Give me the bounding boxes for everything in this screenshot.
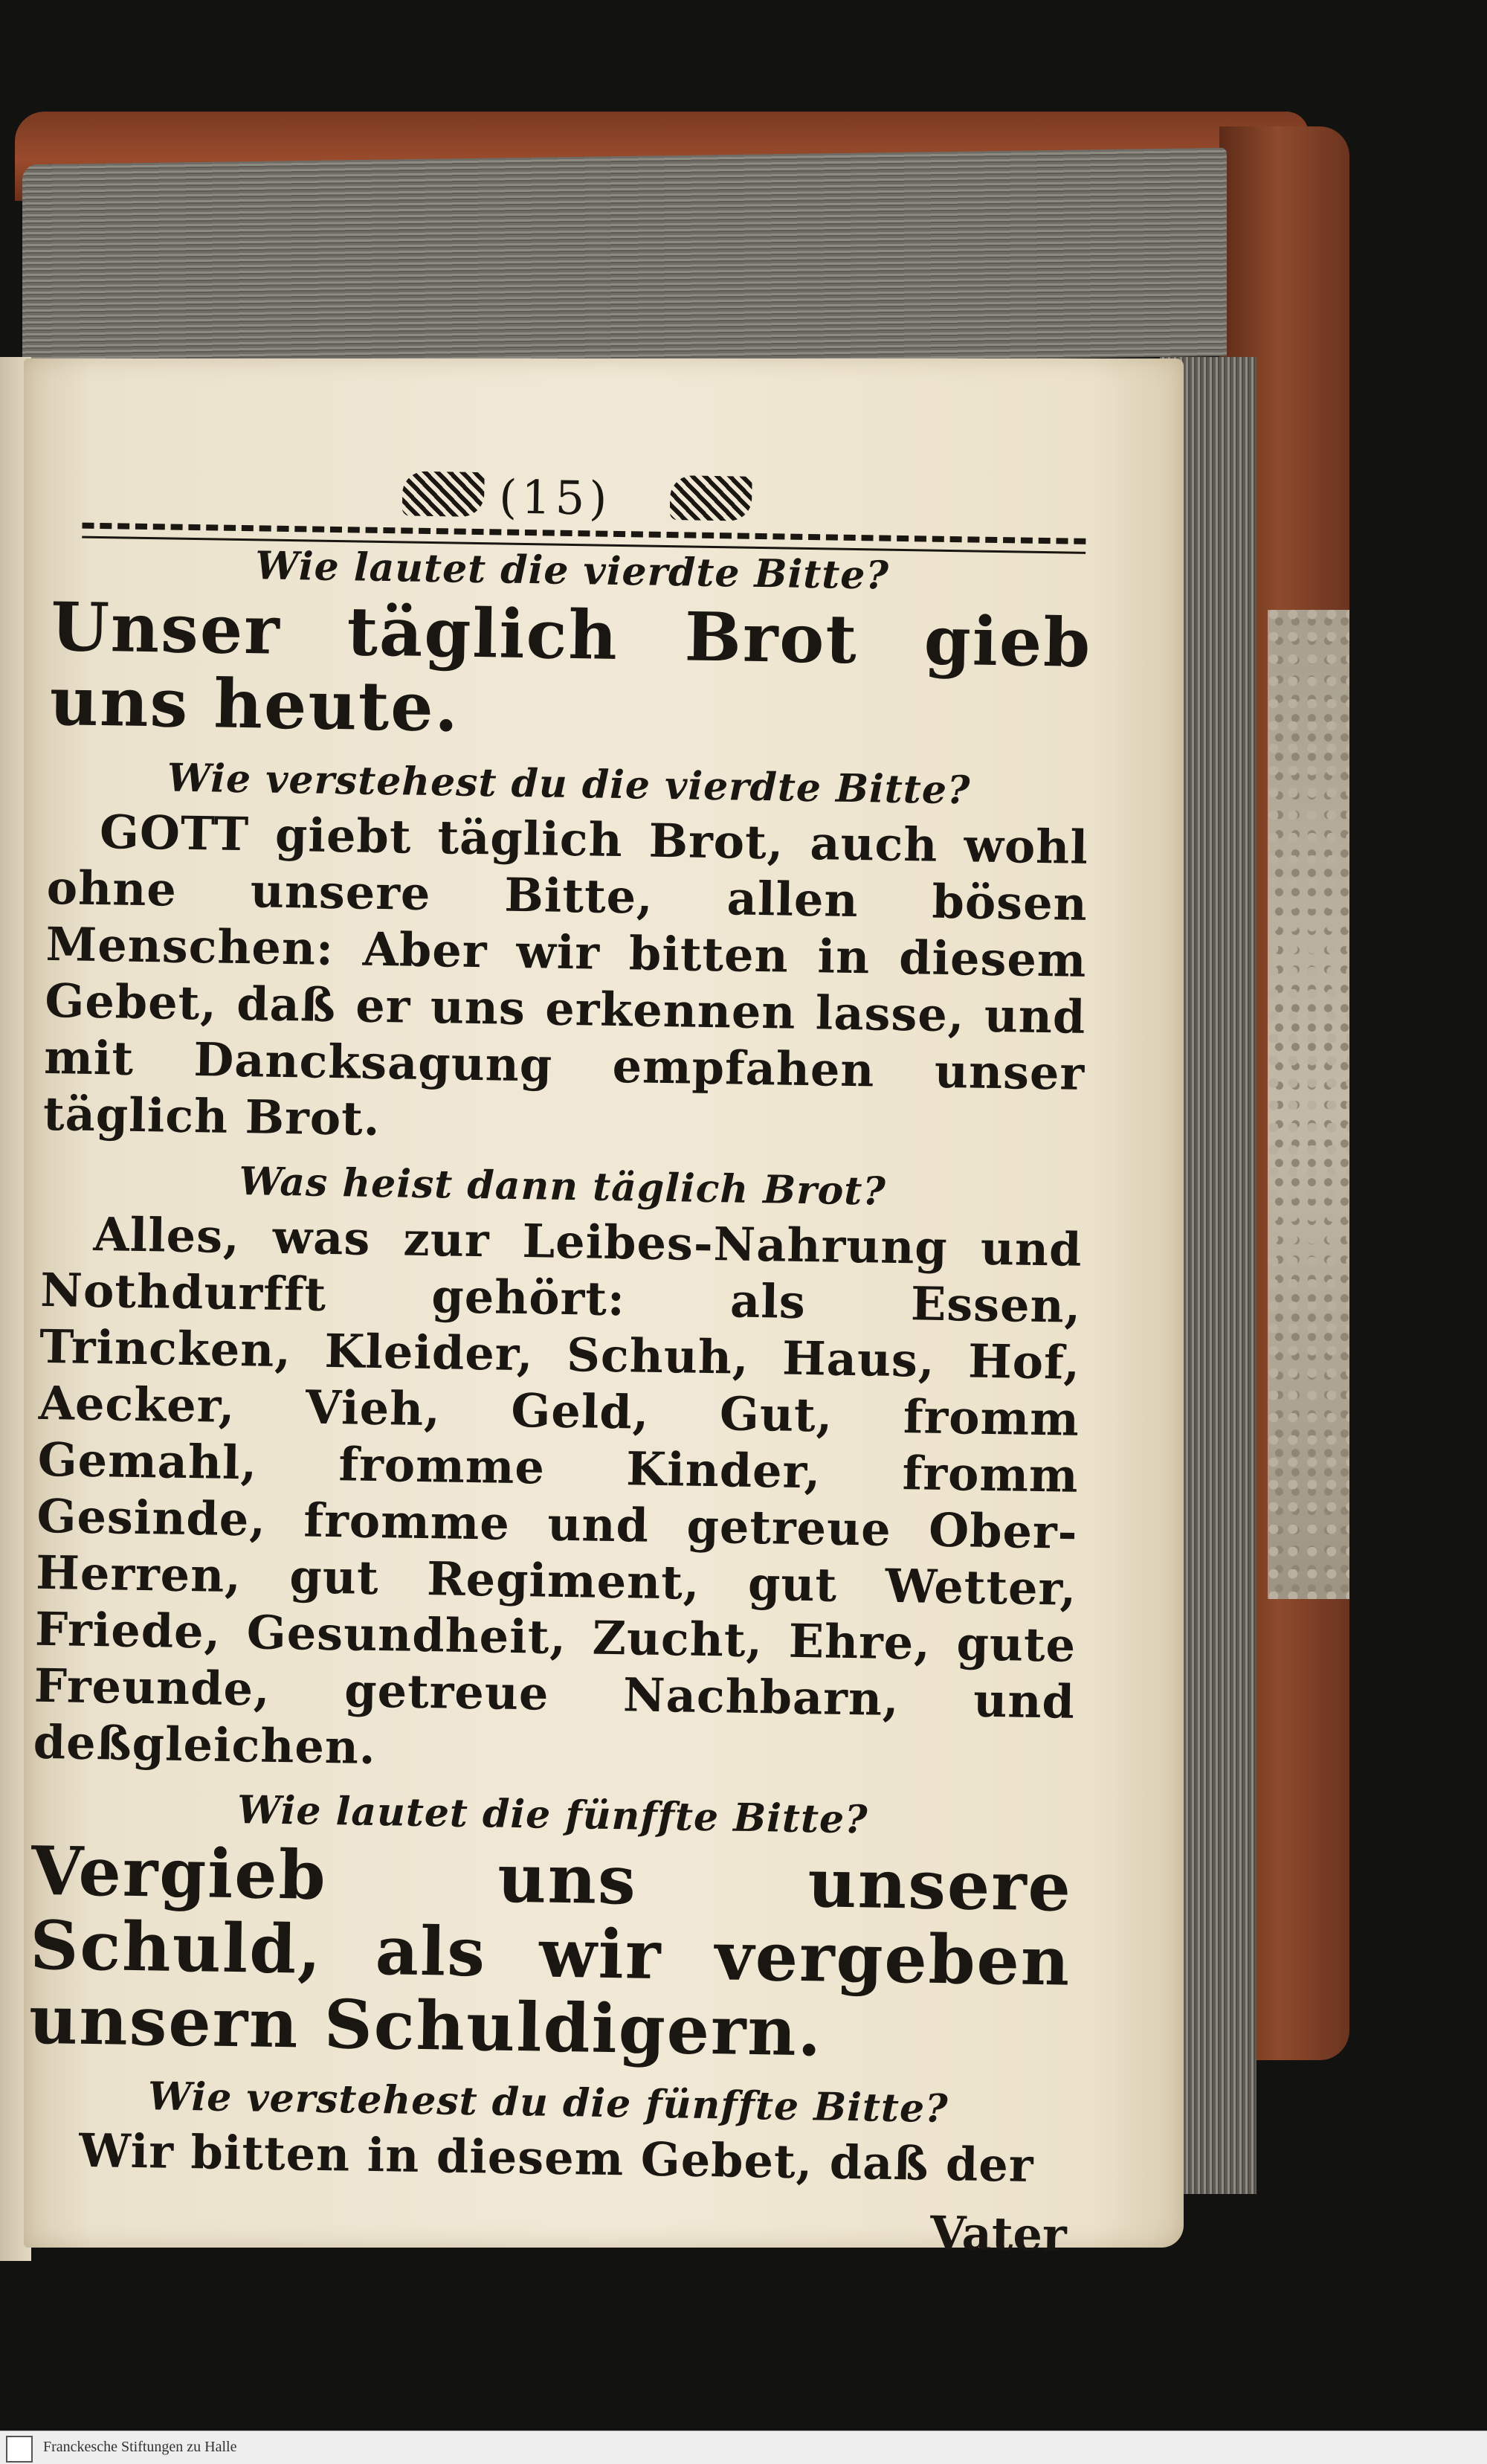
answer-2-text: GOTT giebt täglich Brot, auch wohl ohne unsere Bitte, allen bösen Menschen: Aber wir bitten in diesem Gebet, daß er uns erkennen lasse, und mit Dancksagung empfahen unser täglich Brot. [42,805,1089,1147]
page-header [52,455,1094,553]
page-block-top [22,148,1227,373]
question-5: Wie verstehest du die fünffte Bitte? [147,2074,949,2132]
page-content [25,455,1094,2262]
prayer-4: Unser täglich Brot gieb uns heute. [48,587,1093,747]
answer-5 [27,2122,1068,2195]
catchword: Vater [929,2205,1068,2262]
answer-5-text: Wir bitten in diesem Gebet, daß der [78,2123,1035,2193]
book-page [24,358,1184,2262]
question-2: Wie verstehest du die vierdte Bitte? [167,755,971,814]
institution-name: Franckesche Stiftungen zu Halle [43,2439,237,2455]
answer-3-text: Alles, was zur Leibes-Nahrung und Nothdurfft gehört: als Essen, Trincken, Kleider, Schuh, Haus, Hof, Aecker, Vieh, Geld, Gut, fromm Gemahl, fromme Kinder, fromm Gesinde, fromme und getreue Ober-Herren, gut Regiment, gut Wetter, Friede, Gesundheit, Zucht, Ehre, gute Freunde, getreue Nachbarn, und deßgleichen. [33,1206,1083,1775]
ornament-left-icon [402,471,485,517]
question-4: Wie lautet die fünffte Bitte? [236,1787,869,1843]
footer-bar [0,2431,1487,2464]
question-3: Was heist dann täglich Brot? [238,1159,887,1215]
page-number: (15) [498,469,613,526]
answer-2 [42,803,1088,1159]
answer-3 [33,1206,1083,1787]
prayer-5: Vergieb uns unsere Schuld, als wir vergeben unsern Schuldigern. [28,1831,1073,2072]
question-1: Wie lautet die vierdte Bitte? [254,543,890,599]
marbled-page-edge [1268,610,1349,1599]
institution-logo-icon [6,2436,33,2463]
ornament-right-icon [670,475,752,521]
